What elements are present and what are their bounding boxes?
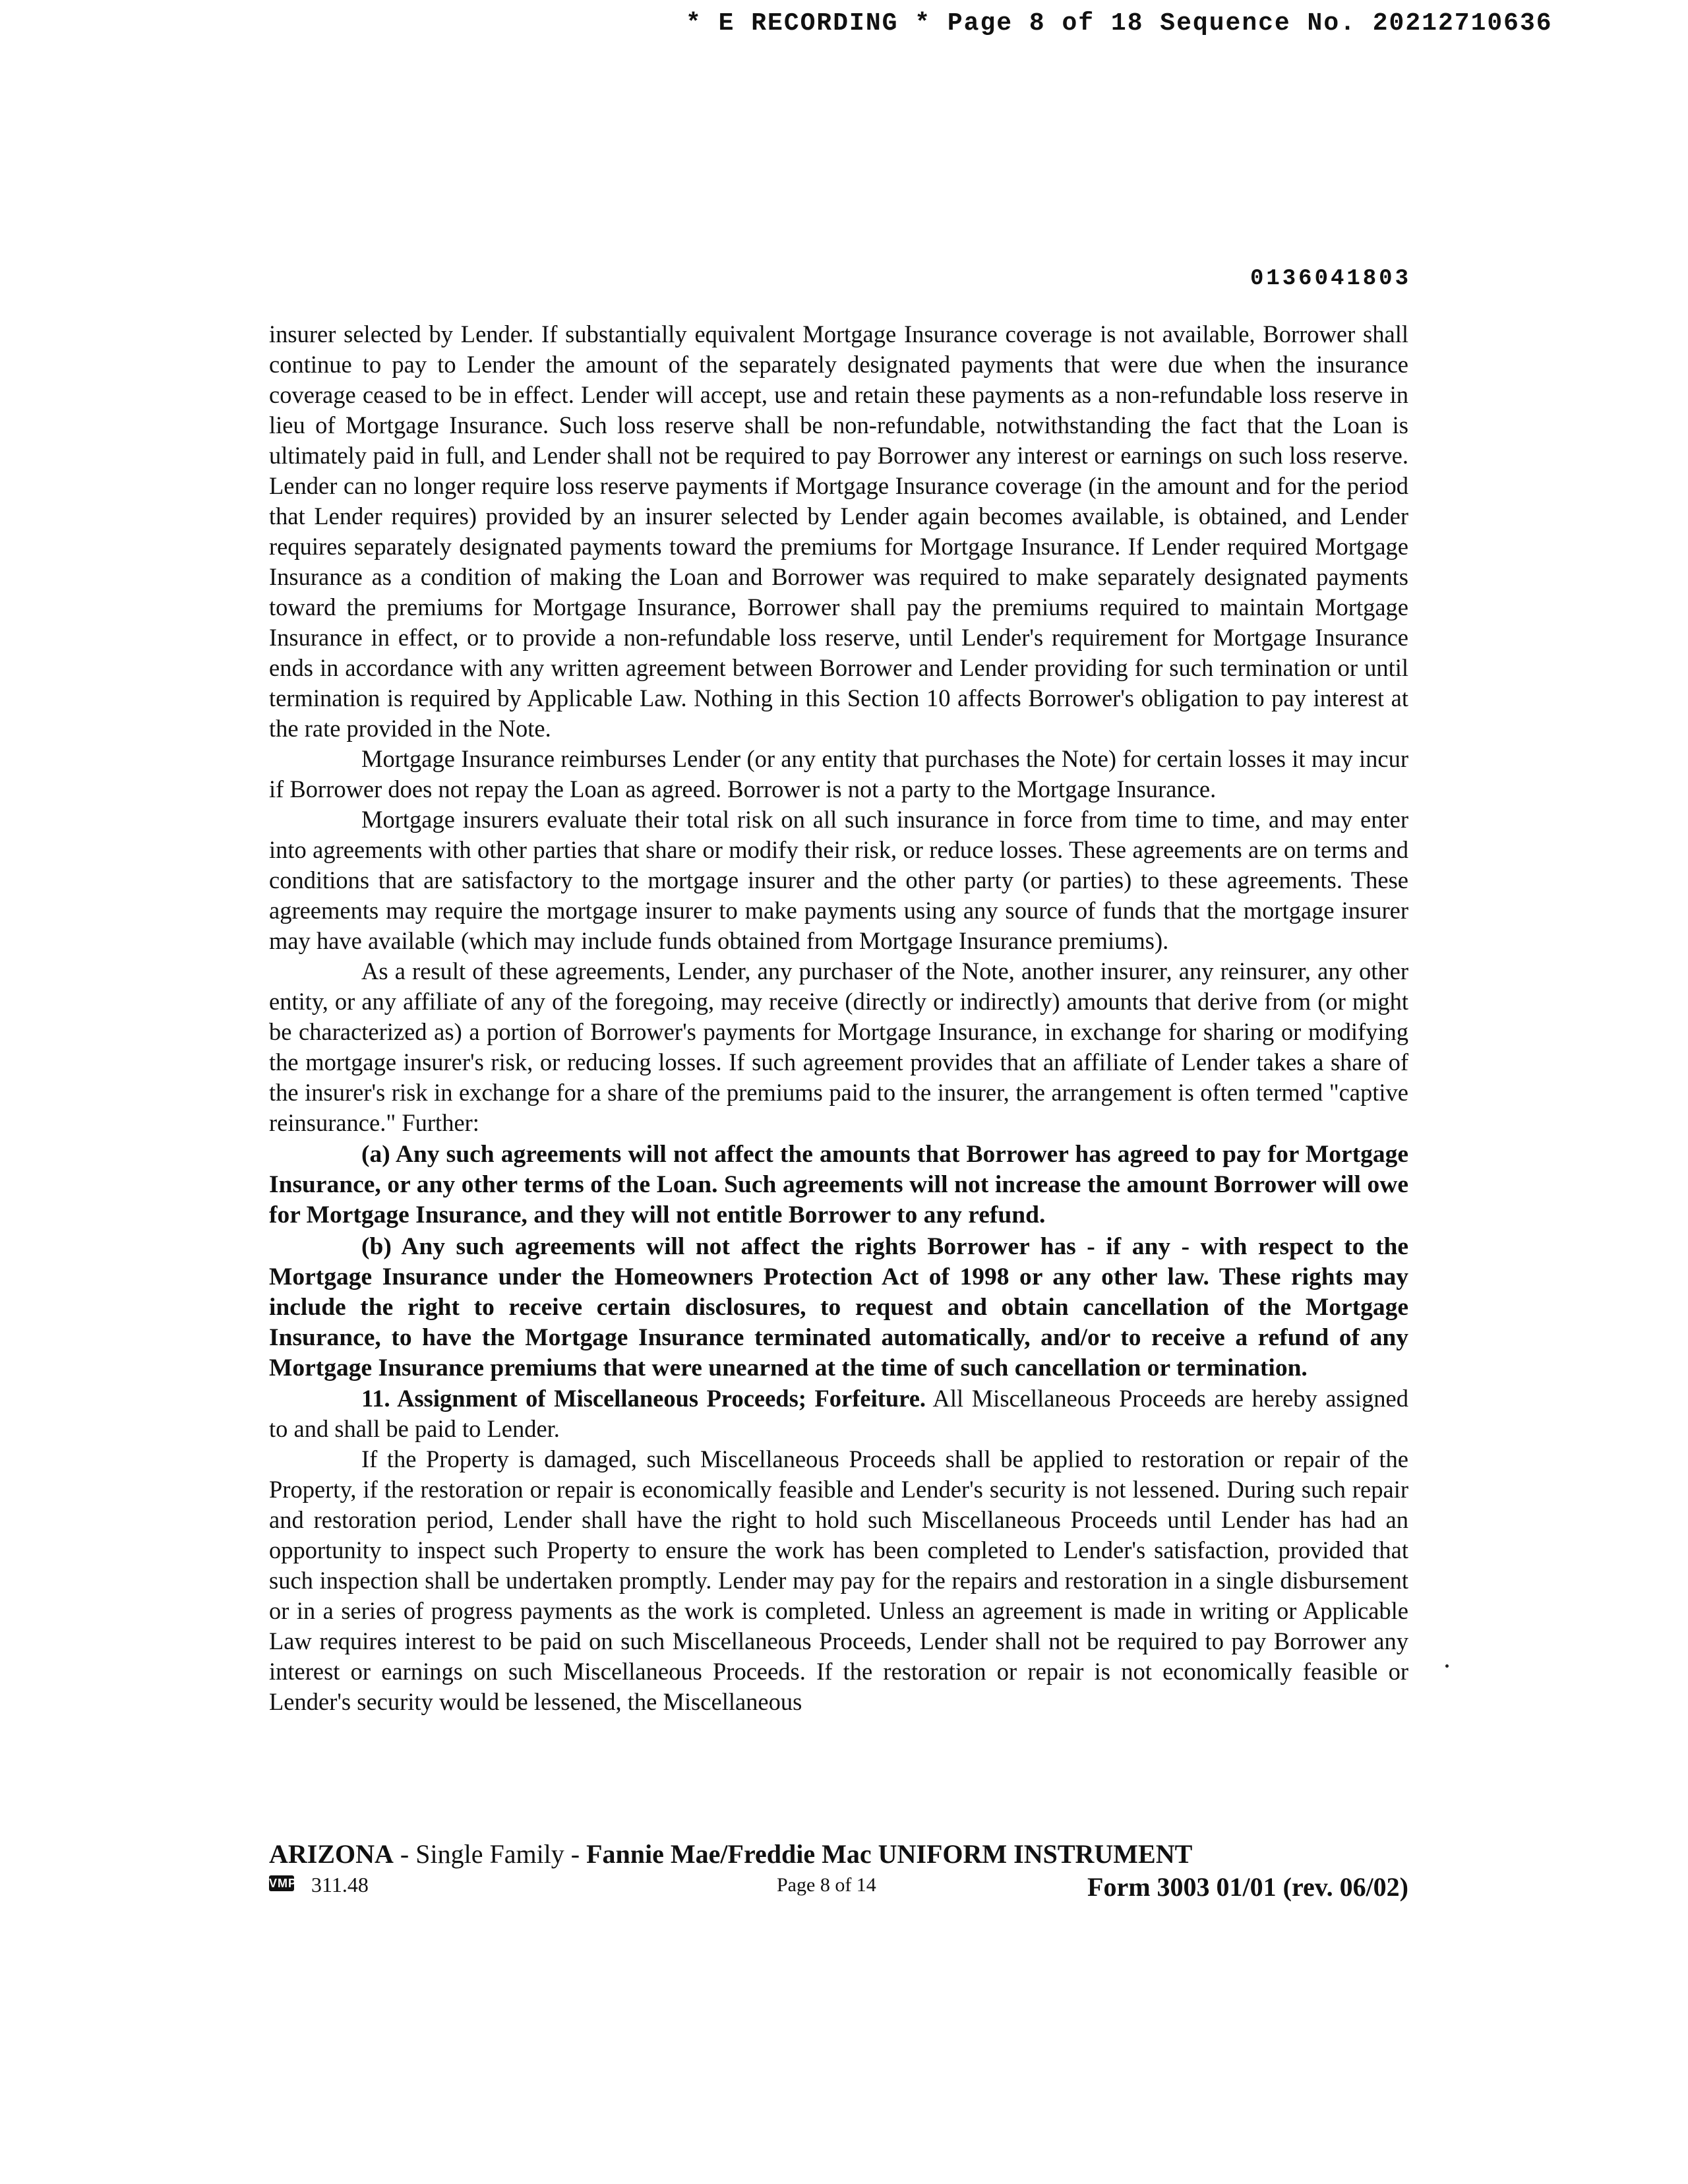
paragraph-property-damaged: If the Property is damaged, such Miscellaneous Proceeds shall be applied to restoration or repair of the Property, if the restoration or repair is economically feasible and Lender's security is not lessened. During such repair and restoration period, Lender shall have the right to hold such Miscellaneous Proceeds until Lender has had an opportunity to inspect such Property to ensure the work has been completed to Lender's satisfaction, provided that such inspection shall be undertaken promptly. Lender may pay for the repairs and restoration in a single disbursement or in a series of progress payments as the work is completed. Unless an agreement is made in writing or Applicable Law requires interest to be paid on such Miscellaneous Proceeds, Lender shall not be required to pay Borrower any interest or earnings on such Miscellaneous Proceeds. If the restoration or repair is not economically feasible or Lender's security would be lessened, the Miscellaneous [269, 1445, 1408, 1715]
footer-separator: - Single Family - [393, 1839, 587, 1869]
document-body [269, 319, 1408, 1717]
paragraph-continuation: insurer selected by Lender. If substantially equivalent Mortgage Insurance coverage is not available, Borrower shall continue to pay to Lender the amount of the separately designated payments that were due when the insurance coverage ceased to be in effect. Lender will accept, use and retain these payments as a non-refundable loss reserve in lieu of Mortgage Insurance. Such loss reserve shall be non-refundable, notwithstanding the fact that the Loan is ultimately paid in full, and Lender shall not be required to pay Borrower any interest or earnings on such loss reserve. Lender can no longer require loss reserve payments if Mortgage Insurance coverage (in the amount and for the period that Lender requires) provided by an insurer selected by Lender again becomes available, is obtained, and Lender requires separately designated payments toward the premiums for Mortgage Insurance. If Lender required Mortgage Insurance as a condition of making the Loan and Borrower was required to make separately designated payments toward the premiums for Mortgage Insurance, Borrower shall pay the premiums required to maintain Mortgage Insurance in effect, or to provide a non-refundable loss reserve, until Lender's requirement for Mortgage Insurance ends in accordance with any written agreement between Borrower and Lender providing for such termination or until termination is required by Applicable Law. Nothing in this Section 10 affects Borrower's obligation to pay interest at the rate provided in the Note. [269, 320, 1408, 742]
section-11-title: 11. Assignment of Miscellaneous Proceeds; Forfeiture. [361, 1385, 926, 1412]
paragraph-clause-a: (a) Any such agreements will not affect the amounts that Borrower has agreed to pay for Mortgage Insurance, or any other terms of the Loan. Such agreements will not increase the amount Borrower will owe for Mortgage Insurance, and they will not entitle Borrower to any refund. [269, 1141, 1408, 1228]
paragraph-clause-b: (b) Any such agreements will not affect the rights Borrower has - if any - with respect to the Mortgage Insurance under the Homeowners Protection Act of 1998 or any other law. These rights may include the right to receive certain disclosures, to request and obtain cancellation of the Mortgage Insurance, to have the Mortgage Insurance terminated automatically, and/or to receive a refund of any Mortgage Insurance premiums that were unearned at the time of such cancellation or termination. [269, 1233, 1408, 1381]
vmp-logo-icon: VMP [269, 1877, 297, 1890]
footer-form-code: 311.48 [311, 1873, 369, 1896]
footer-form-id: Form 3003 01/01 (rev. 06/02) [1087, 1872, 1408, 1902]
loan-number: 0136041803 [1250, 266, 1411, 291]
footer-bottom-line [269, 1873, 1408, 1906]
section-11-text: All Miscellaneous Proceeds are hereby assigned to and shall be paid to Lender. [269, 1385, 1408, 1442]
scan-artifact-dot [1445, 1664, 1449, 1668]
footer-page-number: Page 8 of 14 [777, 1874, 876, 1896]
section-11-paragraph [269, 1383, 1408, 1444]
paragraph-mi-reimburses: Mortgage Insurance reimburses Lender (or any entity that purchases the Note) for certain losses it may incur if Borrower does not repay the Loan as agreed. Borrower is not a party to the Mortgage Insurance. [269, 745, 1408, 803]
footer-state: ARIZONA [269, 1839, 394, 1869]
paragraph-mortgage-insurers: Mortgage insurers evaluate their total risk on all such insurance in force from time to time, and may enter into agreements with other parties that share or modify their risk, or reduce losses. These agreements are on terms and conditions that are satisfactory to the mortgage insurer and the other party (or parties) to these agreements. These agreements may require the mortgage insurer to make payments using any source of funds that the mortgage insurer may have available (which may include funds obtained from Mortgage Insurance premiums). [269, 806, 1408, 954]
recording-stamp: * E RECORDING * Page 8 of 18 Sequence No. 20212710636 [686, 9, 1553, 38]
footer-agencies: Fannie Mae/Freddie Mac UNIFORM INSTRUMENT [586, 1839, 1193, 1869]
paragraph-agreements-result: As a result of these agreements, Lender, any purchaser of the Note, another insurer, any reinsurer, any other entity, or any affiliate of any of the foregoing, may receive (directly or indirectly) amounts that derive from (or might be characterized as) a portion of Borrower's payments for Mortgage Insurance, in exchange for sharing or modifying the mortgage insurer's risk, or reducing losses. If such agreement provides that an affiliate of Lender takes a share of the insurer's risk in exchange for a share of the premiums paid to the insurer, the arrangement is often termed "captive reinsurance." Further: [269, 957, 1408, 1136]
footer-instrument-line [269, 1838, 1390, 1869]
